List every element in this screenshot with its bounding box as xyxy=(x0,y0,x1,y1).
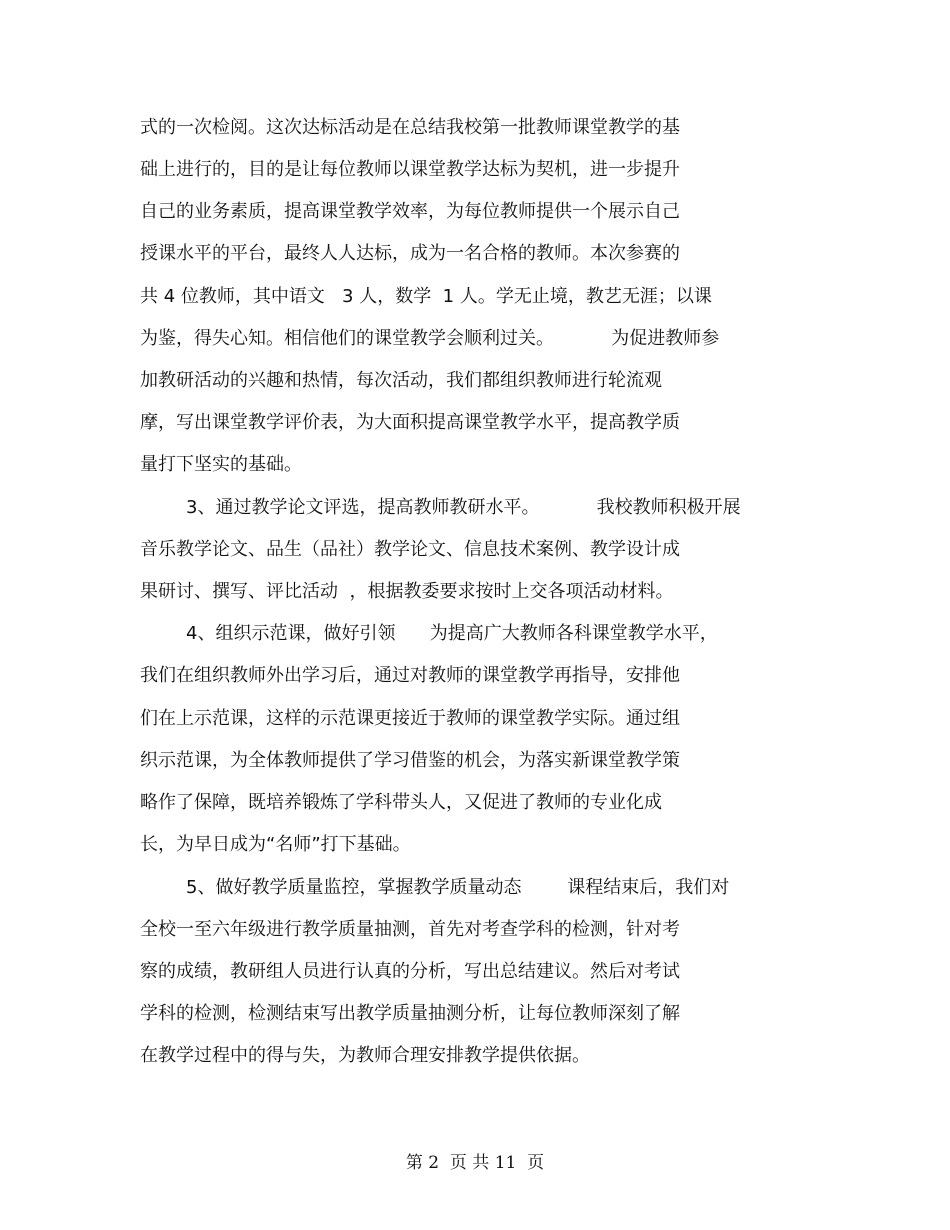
text-line: 全校一至六年级进行教学质量抽测，首先对考查学科的检测，针对考 xyxy=(140,919,680,940)
text-line: 在教学过程中的得与失，为教师合理安排教学提供依据。 xyxy=(140,1045,590,1066)
text-line: 摩，写出课堂教学评价表，为大面积提高课堂教学水平，提高教学质 xyxy=(140,412,680,433)
text-line: 织示范课，为全体教师提供了学习借鉴的机会，为落实新课堂教学策 xyxy=(140,750,680,771)
section-heading-line: 4、组织示范课，做好引领 为提高广大教师各科课堂教学水平， xyxy=(186,623,718,644)
text-line: 学科的检测，检测结束写出教学质量抽测分析，让每位教师深刻了解 xyxy=(140,1003,680,1024)
text-line: 共 4 位教师，其中语文 3 人，数学 1 人。学无止境，教艺无涯；以课 xyxy=(140,286,712,307)
text-line: 加教研活动的兴趣和热情，每次活动，我们都组织教师进行轮流观 xyxy=(140,370,662,391)
text-line: 果研讨、撰写、评比活动 ，根据教委要求按时上交各项活动材料。 xyxy=(140,581,674,602)
section-heading-line: 5、做好教学质量监控，掌握教学质量动态 课程结束后，我们对 xyxy=(186,877,730,898)
text-line: 础上进行的，目的是让每位教师以课堂教学达标为契机，进一步提升 xyxy=(140,159,680,180)
text-line: 我们在组织教师外出学习后，通过对教师的课堂教学再指导，安排他 xyxy=(140,665,680,686)
text-line: 音乐教学论文、品生（品社）教学论文、信息技术案例、教学设计成 xyxy=(140,539,680,560)
text-line: 自己的业务素质，提高课堂教学效率，为每位教师提供一个展示自己 xyxy=(140,201,680,222)
text-line: 察的成绩，教研组人员进行认真的分析，写出总结建议。然后对考试 xyxy=(140,961,680,982)
text-line: 式的一次检阅。这次达标活动是在总结我校第一批教师课堂教学的基 xyxy=(140,117,680,138)
text-line: 量打下坚实的基础。 xyxy=(140,454,302,475)
text-line: 为鉴，得失心知。相信他们的课堂教学会顺利过关。 为促进教师参 xyxy=(140,328,720,349)
text-line: 们在上示范课，这样的示范课更接近于教师的课堂教学实际。通过组 xyxy=(140,708,680,729)
section-heading-line: 3、通过教学论文评选，提高教师教研水平。 我校教师积极开展 xyxy=(186,497,741,518)
text-line: 略作了保障，既培养锻炼了学科带头人，又促进了教师的专业化成 xyxy=(140,792,662,813)
text-line: 授课水平的平台，最终人人达标，成为一名合格的教师。本次参赛的 xyxy=(140,243,680,264)
text-line: 长，为早日成为“名师”打下基础。 xyxy=(140,834,411,855)
page-footer: 第 2 页 共 11 页 xyxy=(405,1153,545,1173)
